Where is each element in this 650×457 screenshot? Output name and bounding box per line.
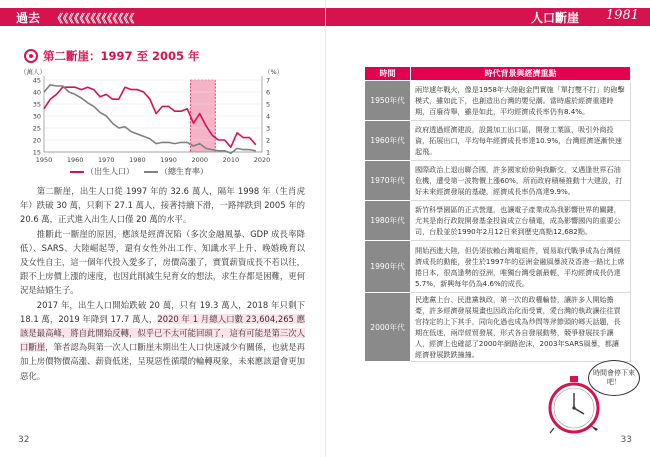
speech-bubble: 時間會停下來吧！	[588, 360, 640, 396]
paragraph-3-text-a: 2017 年，出生人口開始跌破 20 萬，只有 19.3 萬人，2018 年只剩下 18.1 萬，2019 年降到 17.7 萬人，	[20, 299, 305, 324]
y-tick-left: 35	[32, 100, 41, 109]
era-cell: 1970年代	[365, 161, 411, 201]
era-cell: 1950年代	[365, 81, 411, 121]
table-row	[365, 241, 631, 293]
y-tick-right: 6	[266, 88, 271, 97]
table-row	[365, 161, 631, 201]
desc-cell: 政府透過經濟建設，設置加工出口區，開發工業區，吸引外商投資，拓展出口，平均每年經濟成長率達10.9%，台灣經濟逐漸快速起飛。	[411, 121, 631, 161]
paragraph-2	[20, 227, 305, 298]
table-row	[365, 81, 631, 121]
y-axis-label-right: （%）	[264, 68, 284, 76]
chart-legend	[70, 166, 208, 177]
x-tick: 1960	[66, 156, 84, 164]
y-tick-right: 7	[266, 76, 271, 85]
era-cell: 1960年代	[365, 121, 411, 161]
legend-item-tfr	[144, 166, 208, 177]
x-tick: 1990	[160, 156, 177, 164]
desc-cell: 國際政治上退出聯合國，許多國家紛紛與我斷交，又遇逢世界石油危機，遭受第一波物價上漲60%，所而政府積極推動十大建設，打好未來經濟發展的基礎，經濟成長率仍高達9.9%。	[411, 161, 631, 201]
y-tick-right: 5	[266, 100, 271, 109]
section-heading	[24, 48, 200, 64]
era-cell: 2000年代	[365, 293, 411, 362]
x-tick: 2000	[191, 156, 208, 164]
header-background: 時代背景與經濟重點	[411, 67, 631, 81]
page-number-left: 32	[18, 435, 30, 445]
paragraph-1	[20, 184, 305, 227]
x-tick: 1970	[98, 156, 115, 164]
clock-illustration	[546, 330, 646, 435]
chevron-decoration: 《《《《《《《《《《《《《《	[52, 12, 135, 25]
y-tick-left: 25	[32, 124, 41, 133]
y-tick-right: 1	[266, 148, 271, 157]
desc-cell: 民進黨上台、民進黨執政，第一次的政權輪替，讓許多人開始擔憂，許多經濟發展規畫也因政治化而受實，愛台灣的執政讓往往買官持定的上下其手，同向化過也成為炒問等斧節頭的鄉天話題，長期在低迷，兩岸經貿發展，形式各自發展動勢，競爭發展技手讓人，經濟上也確認了2000年網路泡沫，2003年SARS風暴，都讓經濟發展跌跌撞撞。	[411, 293, 631, 362]
section-title: 第二斷崖：1997 至 2005 年	[43, 49, 200, 63]
legend-item-births	[70, 166, 134, 177]
y-tick-right: 3	[266, 124, 271, 133]
table-header-row	[365, 67, 631, 81]
y-tick-left: 45	[32, 76, 41, 85]
legend-label-births: （出生人口）	[86, 167, 134, 176]
paragraph-2-text: 推斷此一斷崖的原因，應該是經濟況陷（多次金融風暴、GDP 成長率降低）、SARS、大陸崛起等，還有女性外出工作、知識水平上升、晚婚晚育以及女性自主，這一個年代投入愛多了，房價高漲了，實質薪資成長不若以往，跟不上房價上漲的速度，也因此削減生兒育女的想法，求生存都是困難，更何況是結婚生子。	[20, 228, 305, 296]
y-tick-left: 15	[32, 148, 41, 157]
x-tick: 2020	[253, 156, 271, 164]
y-tick-right: 4	[266, 112, 271, 121]
chapter-subtitle: 人口斷崖	[530, 11, 579, 25]
x-tick: 2010	[222, 156, 240, 164]
chapter-title: 過去	[16, 11, 41, 25]
desc-cell: 兩岸遽年戰火，像是1958年大陸砲金門實施「單打雙不打」的砲擊模式，雖如此下，也創造出台灣的嬰兒潮。當時處於經濟重建時期，百廢待舉，雖是如此，平均經濟成長率仍有8.4%。	[411, 81, 631, 121]
era-table	[364, 66, 631, 362]
table-row	[365, 201, 631, 241]
y-axis-label-left: （萬人）	[20, 68, 46, 76]
y-tick-left: 30	[32, 112, 41, 121]
body-text	[20, 184, 305, 383]
paragraph-3-text-b: ，筆者認為與第一次人口斷崖末期出生人口快速減少有關係，也就是再加上房價物價高漲、薪資低迷，呈現惡性循環的輪轉現象，未來應該還會更加惡化。	[20, 342, 306, 381]
highlighted-text: 2020 年 1 月總人口數 23,604,265 應該是最高峰，將自此開始反轉，似乎已不太可能回頭了，這有可能是第三次人口斷崖	[20, 313, 305, 353]
x-tick: 1980	[129, 156, 146, 164]
birth-population-chart	[18, 66, 288, 178]
paragraph-1-text: 第二斷崖，出生人口從 1997 年的 32.6 萬人，隔年 1998 年（生肖虎年）跌破 30 萬，只剩下 27.1 萬人，接著持續下滑，一路摔跌到 2005 年的 20.6 萬，正式進入出生人口僅 20 萬的水平。	[20, 186, 305, 225]
header-year: 1981	[605, 8, 639, 23]
desc-cell: 新竹科學園區的正式營運，也讓電子產業成為我影響世界的關鍵，尤其是南行政院開發基金投資成立台積電，成為影響國內的重要公司，台股並於1990年2月12日來到歷史高點12,682點。	[411, 201, 631, 241]
right-page	[325, 0, 650, 457]
paragraph-3	[20, 298, 305, 383]
target-icon	[24, 49, 38, 63]
right-header-bar	[326, 8, 650, 26]
series-line-tfr	[44, 85, 256, 153]
desc-cell: 開始西進大陸，但仍須依賴台灣電組件，貿易取代戰爭成為台灣經濟成長的動能，發生於1997年的亞洲金融風暴波及香港一路比上席捲日本，很高逢勢的亞洲，唯獨台灣受創最輕，平均經濟成長仍達5.7%，新興每年仍為4.6%的成長。	[411, 241, 631, 293]
header-time: 時間	[365, 67, 411, 81]
page-number-right: 33	[620, 435, 632, 445]
y-tick-right: 2	[266, 136, 271, 145]
era-cell: 1980年代	[365, 201, 411, 241]
era-cell: 1990年代	[365, 241, 411, 293]
legend-label-tfr: （總生育率）	[160, 167, 208, 176]
chart-svg	[18, 66, 288, 178]
y-tick-left: 40	[32, 88, 41, 97]
y-tick-left: 20	[32, 136, 41, 145]
left-header-bar	[0, 8, 325, 26]
x-tick: 1950	[35, 156, 53, 164]
table-row	[365, 121, 631, 161]
